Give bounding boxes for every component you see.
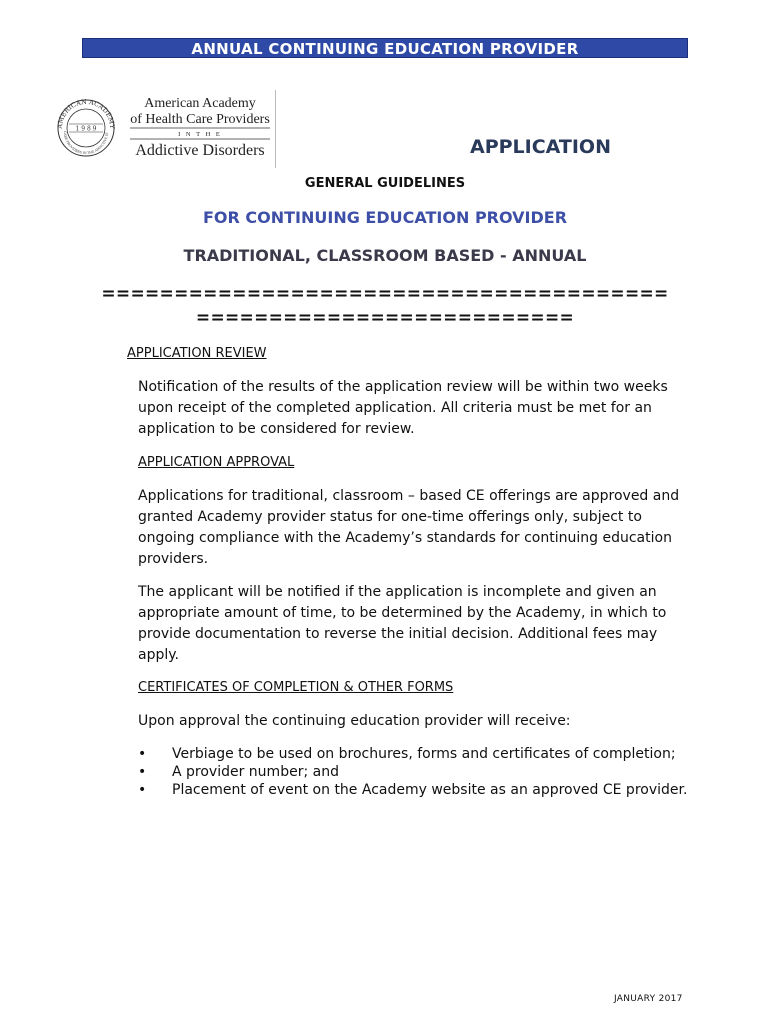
bullet-icon: •: [138, 764, 147, 780]
subtitle-ce-provider: FOR CONTINUING EDUCATION PROVIDER: [202, 208, 568, 227]
seal-year: 1 9 8 9: [75, 125, 97, 133]
list-item-text: Verbiage to be used on brochures, forms and certificates of completion;: [172, 746, 676, 762]
page-banner: ANNUAL CONTINUING EDUCATION PROVIDER: [82, 38, 688, 58]
logo-line-3: I N T H E: [178, 131, 222, 138]
certificates-intro: Upon approval the continuing education provider will receive:: [138, 713, 571, 729]
bullet-icon: •: [138, 746, 147, 762]
page-title: APPLICATION: [470, 136, 611, 158]
list-item: [138, 745, 698, 763]
certificates-list: [138, 745, 698, 799]
separator-line-1: =======================================: [101, 284, 669, 304]
logo-line-2: of Health Care Providers: [130, 112, 270, 127]
logo-line-1: American Academy: [144, 96, 256, 111]
list-item: [138, 781, 698, 799]
logo-divider: [275, 90, 276, 168]
list-item-text: A provider number; and: [172, 764, 339, 780]
academy-logo: [56, 88, 278, 168]
seal-top-text: AMERICAN ACADEMY: [56, 97, 117, 129]
application-approval-heading: APPLICATION APPROVAL: [138, 455, 295, 470]
general-guidelines-heading: GENERAL GUIDELINES: [304, 176, 466, 191]
separator-line-2: ==========================: [195, 308, 575, 328]
subtitle-traditional: TRADITIONAL, CLASSROOM BASED - ANNUAL: [183, 246, 587, 265]
footer-date: JANUARY 2017: [614, 994, 683, 1004]
logo-line-4: Addictive Disorders: [135, 142, 265, 159]
application-review-heading: APPLICATION REVIEW: [127, 346, 267, 361]
application-approval-text-1: Applications for traditional, classroom – based CE offerings are approved and granted Academy provider status for one-time offerings only, subject to ongoing compliance with the Academy’s standards for continuing education providers.: [138, 488, 680, 567]
seal-bottom-text: CARE PROVIDERS IN THE ADDICTIVE DI: [62, 130, 110, 156]
list-item-text: Placement of event on the Academy website as an approved CE provider.: [172, 782, 688, 798]
bullet-icon: •: [138, 782, 147, 798]
certificates-heading: CERTIFICATES OF COMPLETION & OTHER FORMS: [138, 680, 454, 695]
list-item: [138, 763, 698, 781]
application-approval-text-2: The applicant will be notified if the application is incomplete and given an appropriate amount of time, to be determined by the Academy, in which to provide documentation to reverse the initial decision. Additional fees may apply.: [138, 584, 667, 663]
application-review-text: Notification of the results of the application review will be within two weeks upon receipt of the completed application. All criteria must be met for an application to be considered for review.: [138, 379, 668, 437]
academy-seal: [56, 88, 116, 156]
